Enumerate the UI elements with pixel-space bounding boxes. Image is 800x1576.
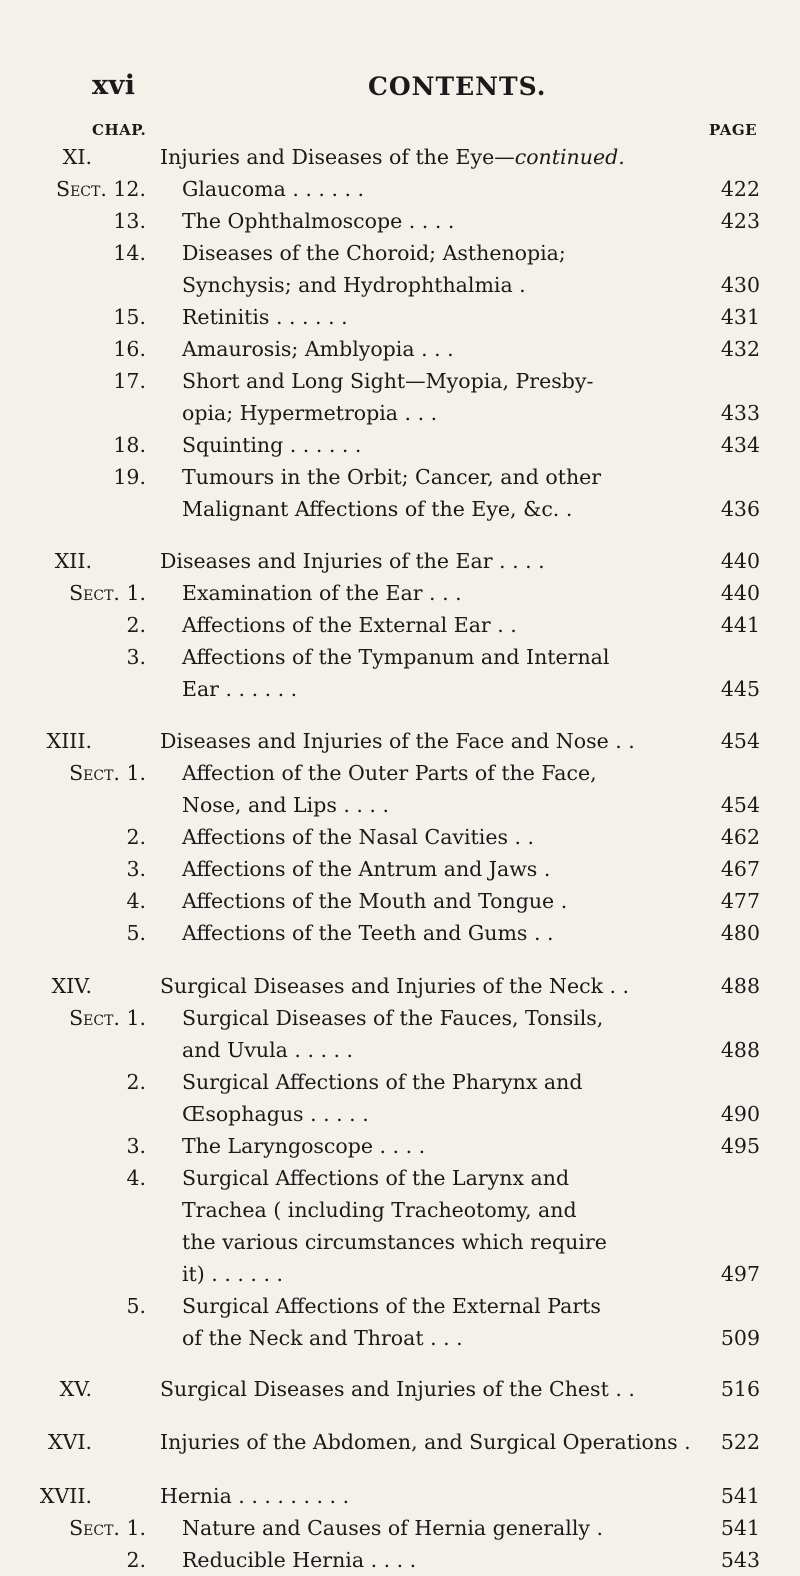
section-title: Œsophagus . . . . .	[182, 1102, 369, 1126]
page-reference: 440	[720, 549, 760, 573]
toc-line	[0, 1034, 800, 1066]
toc-line	[0, 1512, 800, 1544]
section-number: Sect. 1.	[69, 581, 146, 605]
page-reference: 423	[720, 209, 760, 233]
toc-line	[0, 1194, 800, 1226]
page-reference: 445	[720, 677, 760, 701]
page-reference: 430	[720, 273, 760, 297]
page-reference: 433	[720, 401, 760, 425]
section-number: 2.	[126, 1070, 146, 1094]
section-title: Tumours in the Orbit; Cancer, and other	[182, 465, 602, 489]
toc-line	[0, 1290, 800, 1322]
toc-line	[0, 577, 800, 609]
toc-line	[0, 1098, 800, 1130]
section-title: Reducible Hernia . . . .	[182, 1548, 417, 1572]
toc-line	[0, 1480, 800, 1512]
section-title: the various circumstances which require	[182, 1230, 607, 1254]
page-reference: 454	[720, 729, 760, 753]
toc-line	[0, 365, 800, 397]
section-title: Surgical Affections of the Larynx and	[182, 1166, 570, 1190]
section-title: Ear . . . . . .	[182, 677, 298, 701]
toc-line	[0, 397, 800, 429]
section-title: Affections of the Antrum and Jaws .	[182, 857, 551, 881]
page-reference: 480	[720, 921, 760, 945]
section-number: 5.	[126, 1294, 146, 1318]
continued-note: continued.	[514, 145, 625, 169]
toc-line	[0, 641, 800, 673]
chapter-number: XII.	[54, 549, 92, 573]
section-title: Squinting . . . . . .	[182, 433, 362, 457]
toc-line	[0, 609, 800, 641]
section-number: 3.	[126, 857, 146, 881]
section-number: 4.	[126, 889, 146, 913]
section-title: The Laryngoscope . . . .	[182, 1134, 426, 1158]
toc-line	[0, 1426, 800, 1458]
page-reference: 436	[720, 497, 760, 521]
section-title: Affections of the External Ear . .	[182, 613, 517, 637]
page-reference: 490	[720, 1102, 760, 1126]
toc-line	[0, 461, 800, 493]
page-reference: 422	[720, 177, 760, 201]
section-title: Affections of the Mouth and Tongue .	[182, 889, 568, 913]
section-number: 18.	[113, 433, 146, 457]
section-number: 5.	[126, 921, 146, 945]
chapter-number: XV.	[59, 1377, 92, 1401]
section-title: Malignant Affections of the Eye, &c. .	[182, 497, 573, 521]
page-reference: 454	[720, 793, 760, 817]
page-reference: 541	[720, 1516, 760, 1540]
chapter-title: Surgical Diseases and Injuries of the Chest . .	[160, 1377, 635, 1401]
section-title: Trachea ( including Tracheotomy, and	[182, 1198, 577, 1222]
page-reference: 516	[720, 1377, 760, 1401]
chapter-title: Injuries of the Abdomen, and Surgical Operations .	[160, 1430, 691, 1454]
toc-line	[0, 545, 800, 577]
section-title: Surgical Affections of the Pharynx and	[182, 1070, 583, 1094]
section-number: 3.	[126, 645, 146, 669]
section-title: Affections of the Nasal Cavities . .	[182, 825, 535, 849]
page-reference: 488	[720, 1038, 760, 1062]
page-title: CONTENTS.	[368, 72, 547, 101]
section-title: Nature and Causes of Hernia generally .	[182, 1516, 604, 1540]
toc-line	[0, 1002, 800, 1034]
toc-line	[0, 1322, 800, 1354]
page-reference: 509	[720, 1326, 760, 1350]
chapter-title: Diseases and Injuries of the Ear . . . .	[160, 549, 545, 573]
section-title: Glaucoma . . . . . .	[182, 177, 365, 201]
chapter-number: XVI.	[47, 1430, 92, 1454]
toc-line	[0, 269, 800, 301]
toc-line	[0, 1130, 800, 1162]
toc-line	[0, 725, 800, 757]
page-number: xvi	[92, 70, 136, 101]
toc-line	[0, 885, 800, 917]
page-reference: 541	[720, 1484, 760, 1508]
section-number: 14.	[113, 241, 146, 265]
toc-line	[0, 1258, 800, 1290]
toc-line	[0, 333, 800, 365]
page-reference: 441	[720, 613, 760, 637]
chapter-title: Hernia . . . . . . . . .	[160, 1484, 350, 1508]
section-number: 16.	[113, 337, 146, 361]
chapter-number: XVII.	[39, 1484, 92, 1508]
toc-line	[0, 205, 800, 237]
toc-line	[0, 1162, 800, 1194]
section-title: Amaurosis; Amblyopia . . .	[182, 337, 454, 361]
page-reference: 497	[720, 1262, 760, 1286]
toc-line	[0, 917, 800, 949]
section-number: Sect. 1.	[69, 1006, 146, 1030]
toc-line	[0, 853, 800, 885]
section-title: Nose, and Lips . . . .	[182, 793, 389, 817]
toc-line	[0, 1373, 800, 1405]
page-reference: 434	[720, 433, 760, 457]
section-title: Surgical Affections of the External Parts	[182, 1294, 601, 1318]
toc-line	[0, 173, 800, 205]
section-title: Diseases of the Choroid; Asthenopia;	[182, 241, 566, 265]
section-title: Surgical Diseases of the Fauces, Tonsils,	[182, 1006, 604, 1030]
section-number: 3.	[126, 1134, 146, 1158]
section-title: Affections of the Teeth and Gums . .	[182, 921, 554, 945]
section-title: The Ophthalmoscope . . . .	[182, 209, 455, 233]
toc-line	[0, 970, 800, 1002]
page-reference: 488	[720, 974, 760, 998]
toc-line	[0, 789, 800, 821]
page-reference: 495	[720, 1134, 760, 1158]
toc-line	[0, 1226, 800, 1258]
chapter-number: XIV.	[51, 974, 92, 998]
section-number: 4.	[126, 1166, 146, 1190]
chapter-title: Surgical Diseases and Injuries of the Neck . .	[160, 974, 630, 998]
section-title: and Uvula . . . . .	[182, 1038, 354, 1062]
section-number: 19.	[113, 465, 146, 489]
page-reference: 522	[720, 1430, 760, 1454]
toc-line	[0, 821, 800, 853]
page-reference: 467	[720, 857, 760, 881]
section-number: Sect. 1.	[69, 1516, 146, 1540]
page-reference: 477	[720, 889, 760, 913]
section-number: 17.	[113, 369, 146, 393]
section-title: of the Neck and Throat . . .	[182, 1326, 463, 1350]
toc-line	[0, 237, 800, 269]
toc-line	[0, 141, 800, 173]
section-number: Sect. 12.	[56, 177, 146, 201]
page-column-label: PAGE	[709, 121, 758, 139]
toc-line	[0, 757, 800, 789]
chapter-number: XIII.	[46, 729, 92, 753]
chapter-column-label: CHAP.	[92, 121, 147, 139]
toc-line	[0, 673, 800, 705]
section-number: 13.	[113, 209, 146, 233]
section-title: Retinitis . . . . . .	[182, 305, 348, 329]
chapter-number: XI.	[62, 145, 92, 169]
section-title: opia; Hypermetropia . . .	[182, 401, 438, 425]
toc-line	[0, 301, 800, 333]
toc-line	[0, 493, 800, 525]
section-title: it) . . . . . .	[182, 1262, 283, 1286]
chapter-title: Diseases and Injuries of the Face and Nose . .	[160, 729, 635, 753]
page-reference: 543	[720, 1548, 760, 1572]
toc-line	[0, 429, 800, 461]
section-number: 15.	[113, 305, 146, 329]
section-title: Affection of the Outer Parts of the Face,	[182, 761, 597, 785]
toc-line	[0, 1544, 800, 1576]
section-title: Examination of the Ear . . .	[182, 581, 462, 605]
section-number: 2.	[126, 613, 146, 637]
section-number: 2.	[126, 1548, 146, 1572]
page-reference: 431	[720, 305, 760, 329]
section-number: Sect. 1.	[69, 761, 146, 785]
page-reference: 440	[720, 581, 760, 605]
page-reference: 432	[720, 337, 760, 361]
section-title: Synchysis; and Hydrophthalmia .	[182, 273, 526, 297]
section-title: Short and Long Sight—Myopia, Presby-	[182, 369, 594, 393]
section-title: Affections of the Tympanum and Internal	[182, 645, 610, 669]
section-number: 2.	[126, 825, 146, 849]
chapter-title: Injuries and Diseases of the Eye—continued.	[160, 145, 625, 169]
toc-line	[0, 1066, 800, 1098]
page-reference: 462	[720, 825, 760, 849]
